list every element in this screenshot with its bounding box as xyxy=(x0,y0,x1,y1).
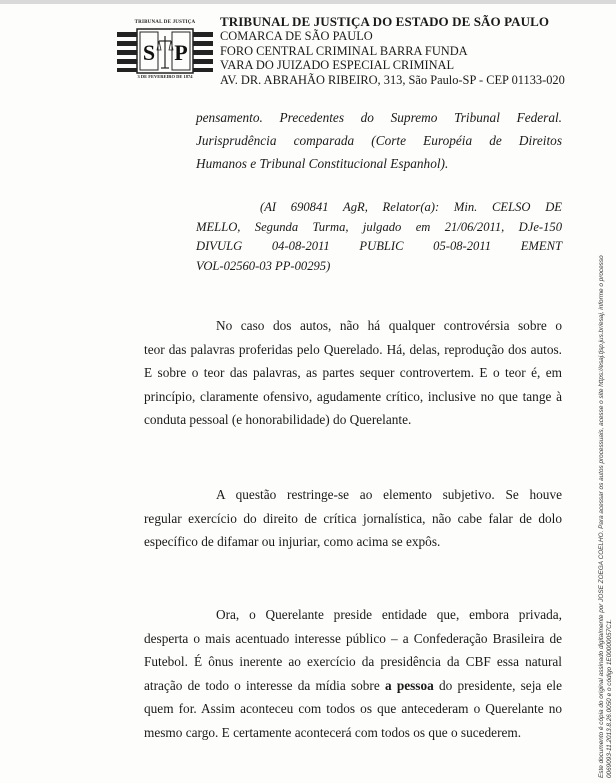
paragraph-line: conduta pessoal (e honorabilidade) do Querelante. xyxy=(144,412,412,428)
paragraph-line: teor das palavras proferidas pelo Querelado. Há, delas, reprodução dos autos. xyxy=(144,341,562,357)
paragraph-3 xyxy=(144,603,562,745)
paragraph-line xyxy=(144,674,562,698)
paragraph-line: E sobre o teor das palavras, as partes sequer controvertem. E o teor é, em xyxy=(144,365,562,381)
paragraph-line: regular exercício do direito de crítica jornalística, não cabe falar de dolo xyxy=(144,510,562,526)
comarca-line: COMARCA DE SÃO PAULO xyxy=(220,29,373,44)
paragraph-1 xyxy=(144,314,562,432)
case-citation xyxy=(196,198,562,276)
seal-letter-s: S xyxy=(142,40,156,65)
quote-line: Humanos e Tribunal Constitucional Espanhol). xyxy=(196,156,449,171)
paragraph-line: Futebol. É ônus inerente ao exercício da presidência da CBF essa natural xyxy=(144,654,562,670)
page-top-border xyxy=(0,0,616,4)
citation-line: DIVULG 04-08-2011 PUBLIC 05-08-2011 EMENT xyxy=(196,239,562,253)
emphasis-text: a pessoa xyxy=(384,677,434,693)
paragraph-line: específico de difamar ou injuriar, como acima se expôs. xyxy=(144,534,441,550)
digital-signature-note xyxy=(598,98,613,778)
quote-line: Jurisprudência comparada (Corte Européia de Direitos xyxy=(196,133,562,148)
foro-line: FORO CENTRAL CRIMINAL BARRA FUNDA xyxy=(220,43,468,58)
citation-line: VOL-02560-03 PP-00295) xyxy=(196,258,331,273)
seal-date: 3 DE FEVEREIRO DE 1874 xyxy=(137,74,193,79)
signature-note-line: Este documento é cópia do original assinado digitalmente por JOSE ZOEGA COELHO. Para acessar os autos processuais, acesse o site https://esaj.tjsp.jus.br/esaj, informe o processo xyxy=(598,255,605,778)
court-seal xyxy=(117,20,213,82)
paragraph-line: Ora, o Querelante preside entidade que, embora privada, xyxy=(216,607,562,622)
seal-emblem-icon xyxy=(117,28,213,74)
text-run: atração de todo o interesse da mídia sobre xyxy=(144,677,385,693)
citation-line: MELLO, Segunda Turma, julgado em 21/06/2011, DJe-150 xyxy=(196,219,562,234)
seal-letter-p: P xyxy=(174,40,188,65)
paragraph-line: A questão restringe-se ao elemento subjetivo. Se houve xyxy=(216,487,562,502)
court-header xyxy=(220,15,610,87)
vara-line: VARA DO JUIZADO ESPECIAL CRIMINAL xyxy=(220,58,455,73)
paragraph-line: No caso dos autos, não há qualquer controvérsia sobre o xyxy=(216,318,562,333)
court-name: TRIBUNAL DE JUSTIÇA DO ESTADO DE SÃO PAULO xyxy=(220,14,550,29)
paragraph-2 xyxy=(144,483,562,554)
quote-end xyxy=(196,106,562,175)
paragraph-line: princípio, claramente ofensivo, agudamente crítico, inclusive no que tange à xyxy=(144,388,562,404)
address-line: AV. DR. ABRAHÃO RIBEIRO, 313, São Paulo-SP - CEP 01133-020 xyxy=(220,72,565,87)
signature-note-line: 0069093-11.2013.8.26.0050 e o código 1E00000057C1. xyxy=(605,618,613,778)
paragraph-line: mesmo cargo. E certamente acontecerá com todos os que o sucederem. xyxy=(144,724,522,740)
text-run: do presidente, seja ele xyxy=(433,677,562,693)
seal-motto: TRIBUNAL DE JUSTIÇA xyxy=(134,20,196,25)
paragraph-line: desperta o mais acentuado interesse público – a Confederação Brasileira de xyxy=(144,630,562,646)
citation-line: (AI 690841 AgR, Relator(a): Min. CELSO DE xyxy=(260,200,562,214)
paragraph-line: quem for. Assim aconteceu com todos os que antecederam o Querelante no xyxy=(144,701,562,717)
quote-line: pensamento. Precedentes do Supremo Tribunal Federal. xyxy=(196,110,562,125)
